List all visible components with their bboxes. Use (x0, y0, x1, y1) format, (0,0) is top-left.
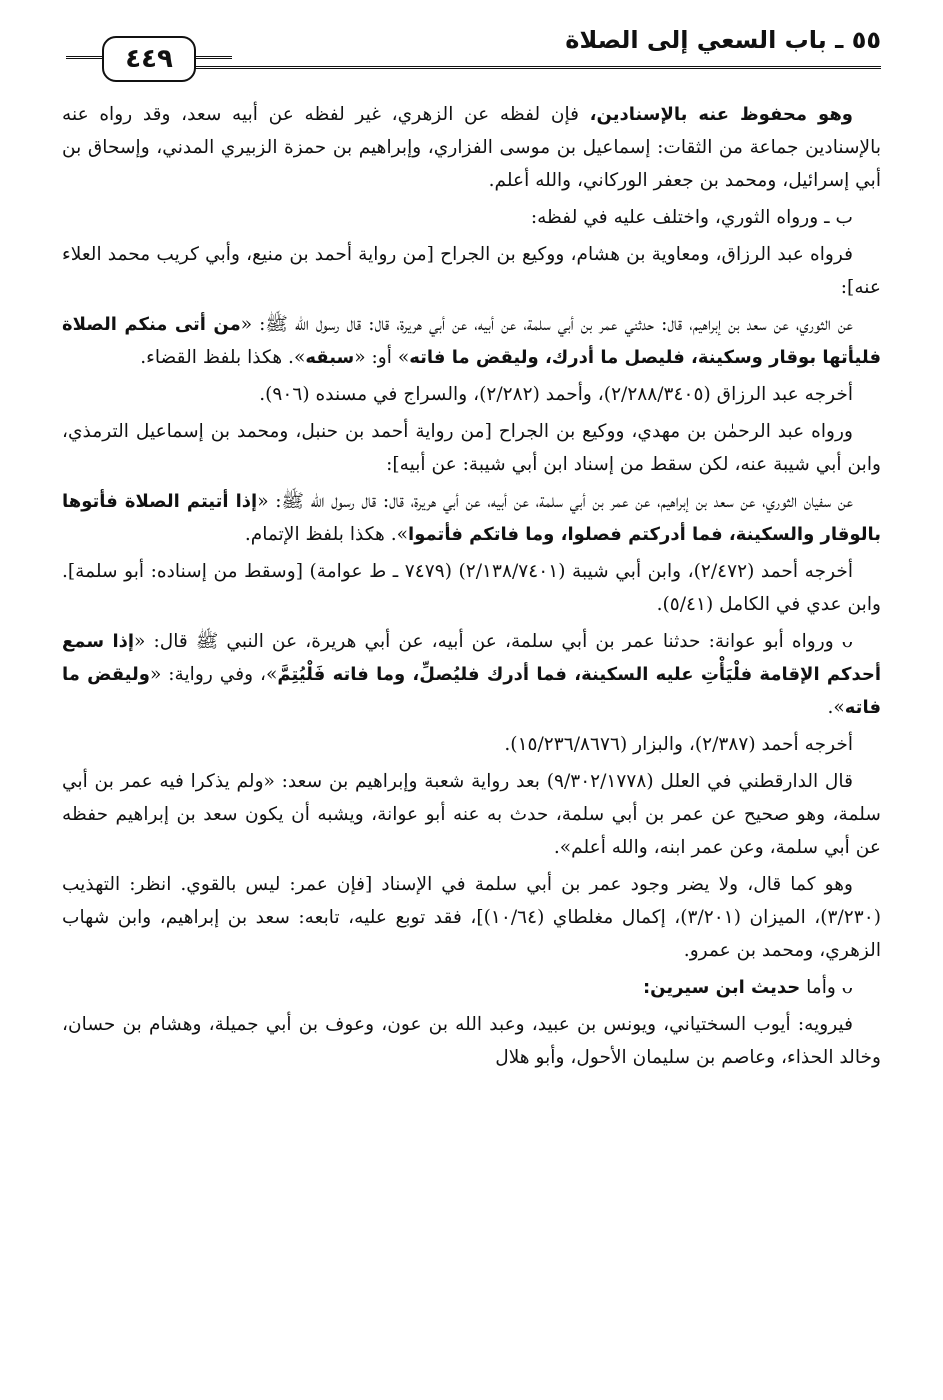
hadith-text: سبقه (305, 347, 355, 368)
chapter-title: ٥٥ ـ باب السعي إلى الصلاة (565, 26, 881, 54)
hadith-text: من أتى منكم الصلاة فليأتها بوقار وسكينة، فليصل ما أدرك، وليقض ما فاته (62, 314, 881, 368)
paragraph-10: أخرجه أحمد (٢/٣٨٧)، والبزار (١٥/٢٣٦/٨٦٧٦). (504, 734, 853, 755)
paragraph-7: عن سفيان الثوري، عن سعد بن إبراهيم، عن عمر بن أبي سلمة، عن أبيه، عن أبي هريرة، قال: قال رسول الله ﷺ: «إذا أتيتم الصلاة فأتوها بالوقار والسكينة، فما أدركتم فصلوا، وما فاتكم فأتموا». هكذا بلفظ الإتمام. (62, 491, 881, 545)
page-body (62, 98, 881, 1078)
header-rule (192, 66, 881, 69)
paragraph-8: أخرجه أحمد (٢/٤٧٢)، وابن أبي شيبة (٢/١٣٨/٧٤٠١) (٧٤٧٩ ـ ط عوامة) [وسقط من إسناده: أبو سلمة]. وابن عدي في الكامل (٥/٤١). (62, 561, 881, 615)
paragraph-9: ᴗ ورواه أبو عوانة: حدثنا عمر بن أبي سلمة، عن أبيه، عن أبي هريرة، عن النبي ﷺ قال: «إذا سمع أحدكم الإقامة فلْيَأْتِ عليه السكينة، فما أدرك فليُصلِّ، وما فاته فَلْيُتِمَّ»، وفي رواية: «وليقض ما فاته». (62, 631, 881, 718)
section-heading: حديث ابن سيرين: (642, 977, 801, 998)
paragraph-2: ب ـ ورواه الثوري، واختلف عليه في لفظه: (530, 207, 853, 228)
paragraph-1: وهو محفوظ عنه بالإسنادين، فإن لفظه عن الزهري، غير لفظه عن أبيه سعد، وقد رواه عنه بالإسنادين جماعة من الثقات: إسماعيل بن موسى الفزاري، وإبراهيم بن حمزة الزبيري المدني، وإسحاق بن أبي إسرائيل، ومحمد بن جعفر الوركاني، والله أعلم. (62, 104, 881, 191)
hadith-text: إذا سمع أحدكم الإقامة فلْيَأْتِ عليه السكينة، فما أدرك فليُصلِّ، وما فاته فَلْيُتِمَّ (62, 631, 881, 685)
page-header (72, 22, 881, 72)
page-number: ٤٤٩ (102, 36, 196, 82)
paragraph-13: ᴗ وأما حديث ابن سيرين: (642, 977, 853, 998)
paragraph-14: فيرويه: أيوب السختياني، ويونس بن عبيد، وعبد الله بن عون، وعوف بن أبي جميلة، وهشام بن حسان، وخالد الحذاء، وعاصم بن سليمان الأحول، وأبو هلال (62, 1014, 881, 1068)
bold-phrase: وهو محفوظ عنه بالإسنادين، (589, 104, 853, 125)
paragraph-4: عن الثوري، عن سعد بن إبراهيم، قال: حدثني عمر بن أبي سلمة، عن أبيه، عن أبي هريرة، قال: قال رسول الله ﷺ: «من أتى منكم الصلاة فليأتها بوقار وسكينة، فليصل ما أدرك، وليقض ما فاته» أو: «سبقه». هكذا بلفظ القضاء. (62, 314, 881, 368)
hadith-text: إذا أتيتم الصلاة فأتوها بالوقار والسكينة، فما أدركتم فصلوا، وما فاتكم فأتموا (62, 491, 881, 545)
hadith-text: وليقض ما فاته (62, 664, 881, 718)
paragraph-12: وهو كما قال، ولا يضر وجود عمر بن أبي سلمة في الإسناد [فإن عمر: ليس بالقوي. انظر: التهذيب (٣/٢٣٠)، الميزان (٣/٢٠١)، إكمال مغلطاي (١٠/٦٤)]، فقد توبع عليه، تابعه: سعد بن إبراهيم، وابن شهاب الزهري، ومحمد بن عمرو. (62, 874, 881, 961)
paragraph-3: فرواه عبد الرزاق، ومعاوية بن هشام، ووكيع بن الجراح [من رواية أحمد بن منيع، وأبي كريب محمد العلاء عنه]: (62, 244, 881, 298)
paragraph-6: ورواه عبد الرحمٰن بن مهدي، ووكيع بن الجراح [من رواية أحمد بن حنبل، ومحمد بن إسماعيل الترمذي، وابن أبي شيبة عنه، لكن سقط من إسناد ابن أبي شيبة: عن أبيه]: (62, 421, 881, 475)
paragraph-5: أخرجه عبد الرزاق (٢/٢٨٨/٣٤٠٥)، وأحمد (٢/٢٨٢)، والسراج في مسنده (٩٠٦). (259, 384, 853, 405)
paragraph-11: قال الدارقطني في العلل (٩/٣٠٢/١٧٧٨) بعد رواية شعبة وإبراهيم بن سعد: «ولم يذكرا فيه عمر بن أبي سلمة، وهو صحيح عن عمر بن أبي سلمة، حدث به عنه أبو عوانة، ويشبه أن يكون سعد بن إبراهيم حفظه عن أبي سلمة، وعن عمر ابنه، والله أعلم». (62, 771, 881, 858)
